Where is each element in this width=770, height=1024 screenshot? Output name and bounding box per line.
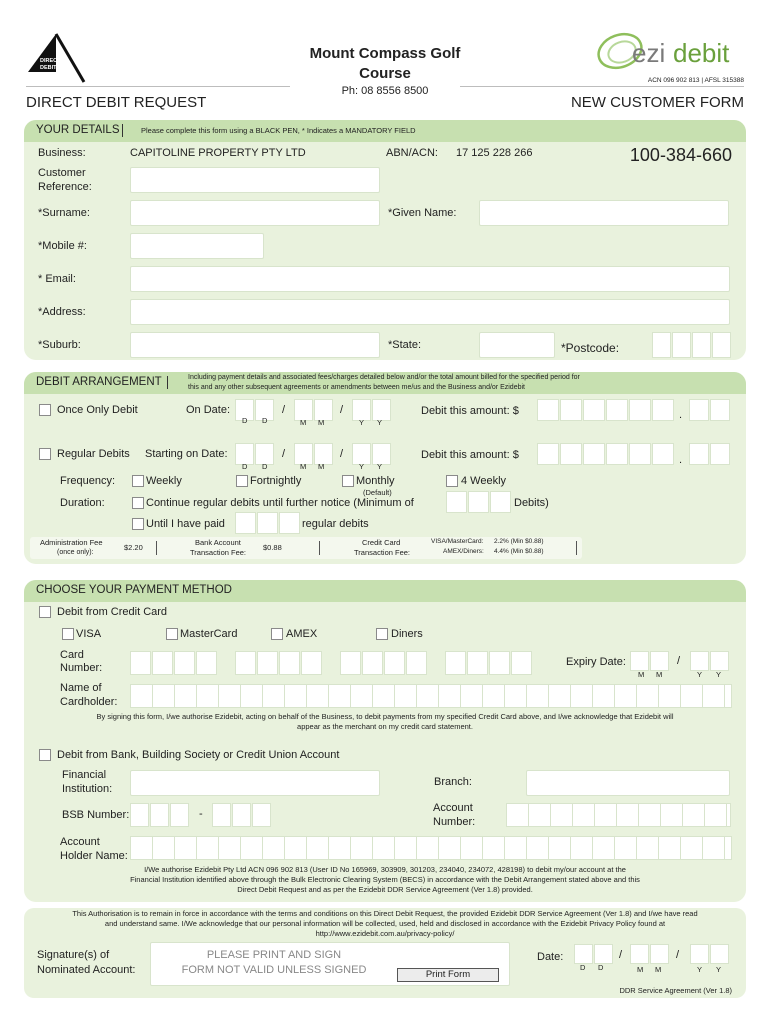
amex-fee: 4.4% (Min $0.88): [494, 548, 544, 555]
bsb-digit-6[interactable]: [252, 803, 271, 827]
reg-amount-2[interactable]: [560, 443, 582, 465]
visa-checkbox[interactable]: [62, 628, 74, 640]
admin-fee-value: $2.20: [124, 543, 143, 552]
sig-date-slash-1: /: [619, 949, 623, 961]
mastercard-checkbox[interactable]: [166, 628, 178, 640]
bank-label: Debit from Bank, Building Society or Credit Union Account: [57, 749, 340, 761]
expiry-month-2[interactable]: [650, 651, 669, 671]
postcode-digit-1[interactable]: [652, 332, 671, 358]
authorisation-line2: and understand same. I/We acknowledge that our personal information will be collected, used, held and disclosed in accordance with the Ezidebit Privacy Policy found at: [104, 919, 666, 928]
suburb-label: *Suburb:: [38, 339, 81, 351]
reg-amount-6[interactable]: [652, 443, 674, 465]
reg-date-slash-2: /: [340, 448, 344, 460]
diners-checkbox[interactable]: [376, 628, 388, 640]
footer-version: DDR Service Agreement (Ver 1.8): [619, 986, 732, 995]
once-date-slash-1: /: [282, 404, 286, 416]
once-m1: M: [300, 418, 307, 427]
bank-auth-line1: I/We authorise Ezidebit Pty Ltd ACN 096 902 813 (User ID No 165969, 303909, 301203, 234040, 234072, 428198) to debit my/our account at the: [144, 865, 626, 874]
visa-label: VISA: [76, 628, 102, 640]
diners-label: Diners: [391, 628, 423, 640]
reg-y2: Y: [377, 462, 383, 471]
once-cents-2[interactable]: [710, 399, 730, 421]
customer-ref-label-2: Reference:: [38, 181, 92, 193]
once-amount-1[interactable]: [537, 399, 559, 421]
reg-amount-1[interactable]: [537, 443, 559, 465]
postcode-digit-4[interactable]: [712, 332, 731, 358]
reg-m1: M: [300, 462, 307, 471]
your-details-title: YOUR DETAILS: [36, 124, 120, 136]
weekly-checkbox[interactable]: [132, 475, 144, 487]
sig-month-2[interactable]: [650, 944, 669, 964]
sig-y2: Y: [716, 965, 722, 974]
debits-label: Debits): [514, 497, 549, 509]
sig-year-1[interactable]: [690, 944, 709, 964]
state-input[interactable]: [479, 332, 555, 358]
once-amount-6[interactable]: [652, 399, 674, 421]
minimum-debits-2[interactable]: [468, 491, 489, 513]
monthly-label: Monthly: [356, 475, 395, 487]
ezidebit-logo: [596, 30, 746, 72]
regular-checkbox[interactable]: [39, 448, 51, 460]
visa-mc-label: VISA/MasterCard:: [431, 538, 484, 545]
sig-y1: Y: [697, 965, 703, 974]
sig-m1: M: [637, 965, 644, 974]
reg-amount-label: Debit this amount: $: [421, 449, 519, 461]
mobile-input[interactable]: [130, 233, 264, 259]
financial-institution-input[interactable]: [130, 770, 380, 796]
admin-fee-label-1: Administration Fee: [40, 538, 103, 547]
expiry-year-2[interactable]: [710, 651, 729, 671]
postcode-label: *Postcode:: [561, 341, 620, 355]
bsb-digit-4[interactable]: [212, 803, 231, 827]
given-name-label: *Given Name:: [388, 207, 457, 219]
logo-line2: DEBIT: [40, 65, 57, 71]
account-number-boxes[interactable]: [506, 803, 731, 827]
expiry-label: Expiry Date:: [566, 656, 626, 668]
course-phone: Ph: 08 8556 8500: [341, 85, 429, 97]
frequency-label: Frequency:: [60, 475, 116, 487]
payment-method-title: CHOOSE YOUR PAYMENT METHOD: [36, 584, 232, 596]
minimum-debits-3[interactable]: [490, 491, 511, 513]
address-input[interactable]: [130, 299, 730, 325]
form-title-left: DIRECT DEBIT REQUEST: [26, 94, 207, 111]
email-input[interactable]: [130, 266, 730, 292]
branch-label: Branch:: [434, 776, 472, 788]
reg-d2: D: [262, 462, 268, 471]
card-fee-label-2: Transaction Fee:: [354, 548, 410, 557]
once-amount-4[interactable]: [606, 399, 628, 421]
once-d1: D: [242, 416, 248, 425]
expiry-m1: M: [638, 670, 645, 679]
form-title-right: NEW CUSTOMER FORM: [570, 94, 744, 111]
cc-auth-line1: By signing this form, I/we authorise Ezidebit, acting on behalf of the Business, to debit payments from my specified Credit Card above, and I/we acknowledge that Ezidebit will: [96, 712, 674, 721]
header-rule-left: [26, 86, 290, 87]
cardholder-label-2: Cardholder:: [60, 696, 118, 708]
your-details-divider: [122, 124, 123, 137]
print-form-button[interactable]: Print Form: [397, 968, 499, 982]
once-only-checkbox[interactable]: [39, 404, 51, 416]
fee-divider-2: [319, 541, 320, 555]
sig-day-1[interactable]: [574, 944, 593, 964]
admin-fee-label-2: (once only):: [57, 549, 94, 556]
card-number-label-1: Card: [60, 649, 84, 661]
weekly-label: Weekly: [146, 475, 182, 487]
bank-fee-value: $0.88: [263, 543, 282, 552]
once-amount-dot: .: [679, 409, 683, 421]
debit-arrangement-divider: [167, 376, 168, 389]
expiry-y2: Y: [716, 670, 722, 679]
account-holder-label-2: Holder Name:: [60, 850, 128, 862]
ezidebit-prefix: ezi: [632, 38, 666, 68]
cardholder-name-boxes[interactable]: [130, 684, 732, 708]
reg-date-slash-1: /: [282, 448, 286, 460]
bsb-digit-2[interactable]: [150, 803, 169, 827]
bank-fee-label-2: Transaction Fee:: [190, 548, 246, 557]
bank-auth-line3: Direct Debit Request and as per the Ezidebit DDR Service Agreement (Ver 1.8) provided.: [237, 885, 533, 894]
bank-auth-line2: Financial Institution identified above through the Bulk Electronic Clearing System (BECS) in accordance with the Debit Arrangement stated above and this: [130, 875, 640, 884]
surname-input[interactable]: [130, 200, 380, 226]
expiry-month-1[interactable]: [630, 651, 649, 671]
once-only-label: Once Only Debit: [57, 404, 138, 416]
bsb-digit-3[interactable]: [170, 803, 189, 827]
debit-arrangement-title: DEBIT ARRANGEMENT: [36, 376, 162, 388]
reg-d1: D: [242, 462, 248, 471]
amex-label: AMEX/Diners:: [443, 548, 484, 555]
sig-day-2[interactable]: [594, 944, 613, 964]
ezidebit-suffix: debit: [673, 38, 730, 68]
once-date-slash-2: /: [340, 404, 344, 416]
on-date-label: On Date:: [186, 404, 231, 416]
monthly-default-note: (Default): [363, 488, 392, 497]
once-amount-3[interactable]: [583, 399, 605, 421]
abn-value: 17 125 228 266: [456, 147, 533, 159]
expiry-m2: M: [656, 670, 663, 679]
reg-amount-4[interactable]: [606, 443, 628, 465]
amex-card-label: AMEX: [286, 628, 318, 640]
until-paid-count-1[interactable]: [235, 512, 256, 534]
state-label: *State:: [388, 339, 422, 351]
signature-placeholder-1: PLEASE PRINT AND SIGN: [206, 949, 342, 961]
your-details-instruction: Please complete this form using a BLACK PEN, * Indicates a MANDATORY FIELD: [141, 126, 416, 135]
cc-auth-line2: appear as the merchant on my credit card statement.: [297, 722, 473, 731]
account-holder-boxes[interactable]: [130, 836, 732, 860]
mobile-label: *Mobile #:: [38, 240, 87, 252]
card-fee-label-1: Credit Card: [362, 538, 401, 547]
reg-cents-2[interactable]: [710, 443, 730, 465]
customer-ref-label-1: Customer: [38, 167, 86, 179]
until-paid-checkbox[interactable]: [132, 518, 144, 530]
once-y1: Y: [359, 418, 365, 427]
address-label: *Address:: [38, 306, 86, 318]
expiry-y1: Y: [697, 670, 703, 679]
account-number-label-2: Number:: [433, 816, 476, 828]
card-number-label-2: Number:: [60, 662, 103, 674]
signature-date-label: Date:: [537, 951, 564, 963]
bank-fee-label-1: Bank Account: [195, 538, 241, 547]
visa-mc-fee: 2.2% (Min $0.88): [494, 538, 544, 545]
once-cents-1[interactable]: [689, 399, 709, 421]
branch-input[interactable]: [526, 770, 730, 796]
reg-cents-1[interactable]: [689, 443, 709, 465]
signature-label-2: Nominated Account:: [37, 964, 136, 976]
credit-card-checkbox[interactable]: [39, 606, 51, 618]
starting-on-label: Starting on Date:: [145, 448, 228, 460]
authorisation-line1: This Authorisation is to remain in force in accordance with the terms and conditions on this Direct Debit Request, the provided Ezidebit DDR Service Agreement (Ver 1.8) and I/we have read: [72, 909, 698, 918]
signature-label-1: Signature(s) of: [37, 949, 110, 961]
customer-ref-input[interactable]: [130, 167, 380, 193]
reg-amount-dot: .: [679, 454, 683, 466]
bsb-digit-1[interactable]: [130, 803, 149, 827]
reg-amount-3[interactable]: [583, 443, 605, 465]
suburb-input[interactable]: [130, 332, 380, 358]
four-weekly-checkbox[interactable]: [446, 475, 458, 487]
abn-label: ABN/ACN:: [386, 147, 438, 159]
until-paid-label: Until I have paid: [146, 518, 225, 530]
sig-date-slash-2: /: [676, 949, 680, 961]
expiry-year-1[interactable]: [690, 651, 709, 671]
surname-label: *Surname:: [38, 207, 90, 219]
continue-label: Continue regular debits until further notice (Minimum of: [146, 497, 414, 509]
mastercard-label: MasterCard: [180, 628, 238, 640]
business-label: Business:: [38, 147, 86, 159]
sig-d1: D: [580, 963, 586, 972]
fee-divider-3: [576, 541, 577, 555]
minimum-debits-1[interactable]: [446, 491, 467, 513]
reg-y1: Y: [359, 462, 365, 471]
once-d2: D: [262, 416, 268, 425]
email-label: * Email:: [38, 273, 76, 285]
sig-year-2[interactable]: [710, 944, 729, 964]
monthly-checkbox[interactable]: [342, 475, 354, 487]
reg-m2: M: [318, 462, 325, 471]
financial-institution-label-1: Financial: [62, 769, 107, 781]
once-m2: M: [318, 418, 325, 427]
course-name-line1: Mount Compass Golf: [309, 45, 461, 62]
direct-debit-logo: [24, 32, 86, 84]
logo-line1: DIRECT: [40, 58, 61, 64]
bsb-digit-5[interactable]: [232, 803, 251, 827]
four-weekly-label: 4 Weekly: [461, 475, 507, 487]
fortnightly-checkbox[interactable]: [236, 475, 248, 487]
once-amount-2[interactable]: [560, 399, 582, 421]
debit-notice-1: Including payment details and associated fees/charges detailed below and/or the total amount billed for the specified period for: [188, 374, 580, 381]
business-value: CAPITOLINE PROPERTY PTY LTD: [130, 147, 306, 159]
duration-label: Duration:: [60, 497, 105, 509]
given-name-input[interactable]: [479, 200, 729, 226]
sig-m2: M: [655, 965, 662, 974]
until-paid-count-2[interactable]: [257, 512, 278, 534]
once-amount-label: Debit this amount: $: [421, 405, 519, 417]
debit-notice-2: this and any other subsequent agreements or amendments between me/us and the Business and/or Ezidebit: [188, 384, 525, 391]
card-number-boxes[interactable]: [130, 651, 560, 675]
postcode-digit-2[interactable]: [672, 332, 691, 358]
amex-checkbox[interactable]: [271, 628, 283, 640]
regular-label: Regular Debits: [57, 448, 130, 460]
bank-checkbox[interactable]: [39, 749, 51, 761]
bsb-dash: -: [199, 808, 203, 820]
cardholder-label-1: Name of: [60, 682, 102, 694]
reg-amount-5[interactable]: [629, 443, 651, 465]
fee-divider-1: [156, 541, 157, 555]
continue-checkbox[interactable]: [132, 497, 144, 509]
until-paid-count-3[interactable]: [279, 512, 300, 534]
sig-month-1[interactable]: [630, 944, 649, 964]
account-number-label-1: Account: [433, 802, 473, 814]
once-amount-5[interactable]: [629, 399, 651, 421]
ezidebit-acn: ACN 096 902 813 | AFSL 315388: [647, 77, 744, 84]
regular-debits-label: regular debits: [302, 518, 369, 530]
header-rule-right: [460, 86, 744, 87]
fortnightly-label: Fortnightly: [250, 475, 302, 487]
once-y2: Y: [377, 418, 383, 427]
course-name-line2: Course: [359, 65, 411, 82]
privacy-policy-link[interactable]: http://www.ezidebit.com.au/privacy-policy/: [315, 929, 455, 938]
account-holder-label-1: Account: [60, 836, 100, 848]
financial-institution-label-2: Institution:: [62, 783, 113, 795]
bsb-label: BSB Number:: [62, 809, 130, 821]
sig-d2: D: [598, 963, 604, 972]
reference-number: 100-384-660: [629, 145, 732, 165]
expiry-slash: /: [677, 655, 681, 667]
credit-card-label: Debit from Credit Card: [57, 606, 168, 618]
signature-placeholder-2: FORM NOT VALID UNLESS SIGNED: [181, 964, 367, 976]
postcode-digit-3[interactable]: [692, 332, 711, 358]
